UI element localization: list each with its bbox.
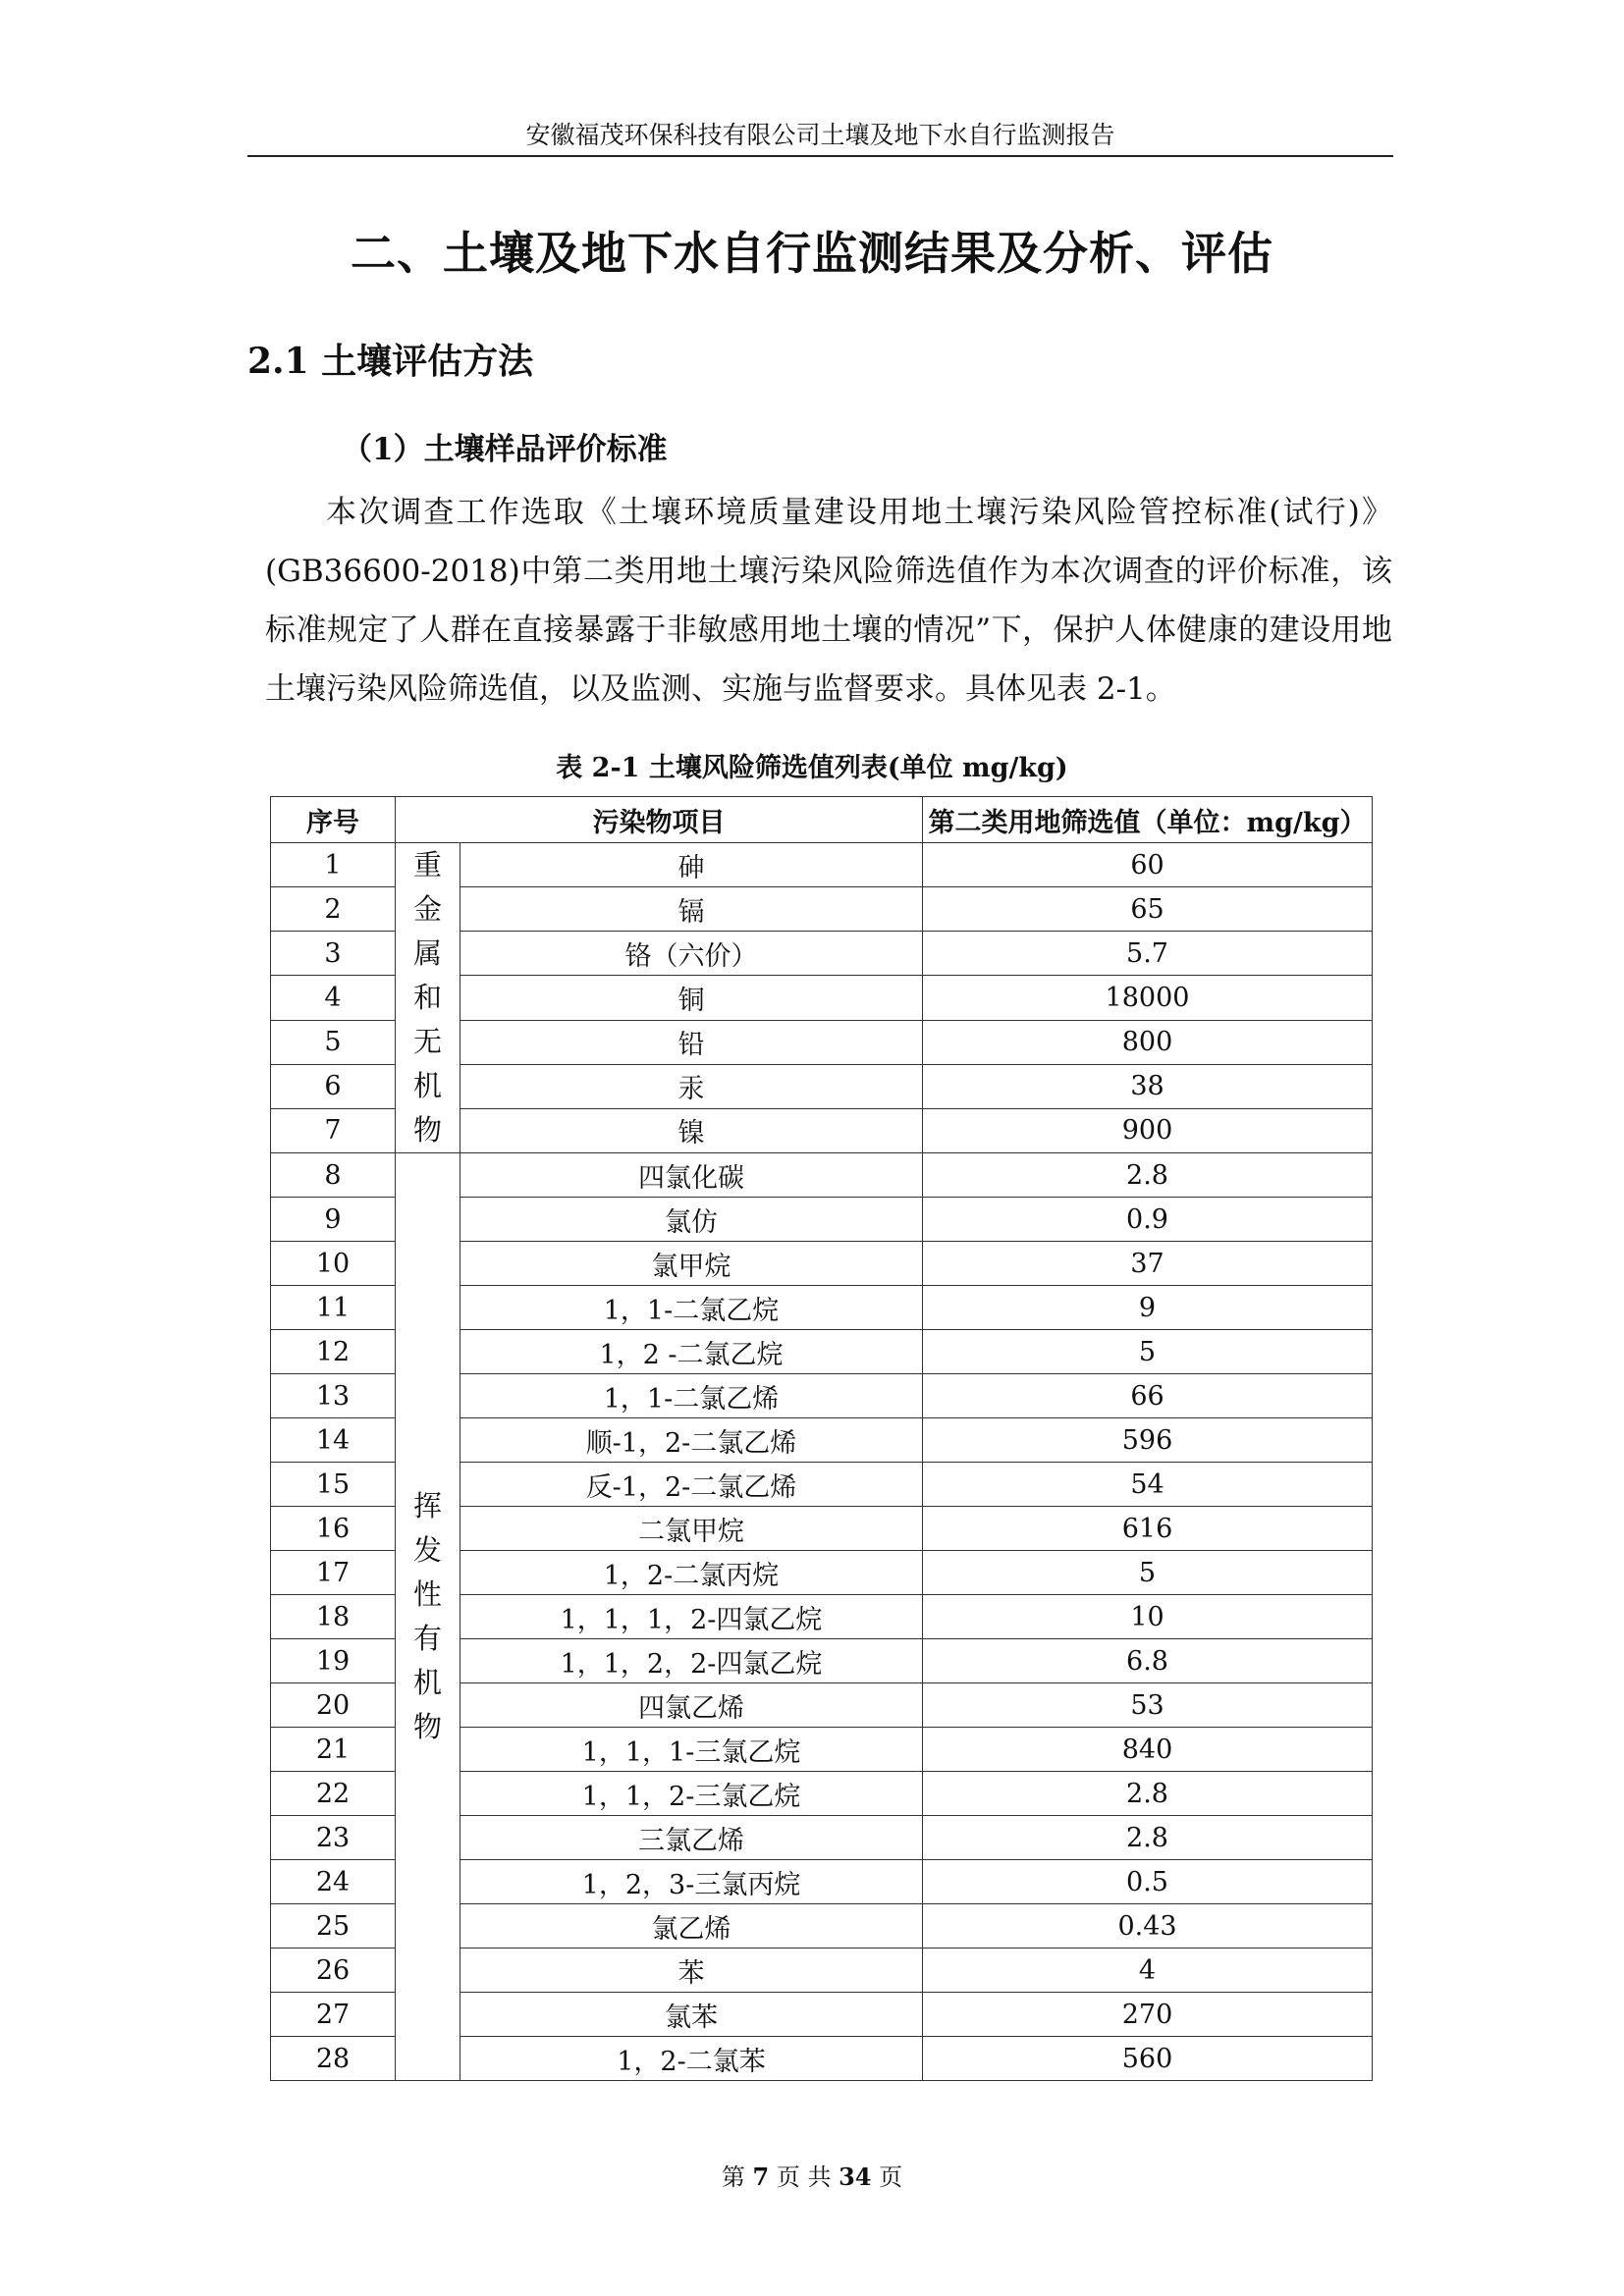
row-number: 27 [271,1993,396,2037]
screening-value: 2.8 [923,1153,1373,1198]
pollutant-name: 顺-1，2-二氯乙烯 [460,1418,923,1463]
row-number: 10 [271,1242,396,1286]
pollutant-name: 镉 [460,887,923,932]
category-char: 属 [412,936,442,970]
pollutant-name: 氯甲烷 [460,1242,923,1286]
screening-value: 5 [923,1330,1373,1374]
row-number: 8 [271,1153,396,1198]
screening-value: 18000 [923,976,1373,1020]
pollutant-name: 1，2，3-三氯丙烷 [460,1860,923,1904]
section-title: 2.1 土壤评估方法 [247,341,534,382]
screening-value: 66 [923,1374,1373,1418]
row-number: 25 [271,1904,396,1949]
category-char: 性 [412,1577,442,1611]
row-number: 5 [271,1020,396,1064]
table-row [271,843,1373,887]
chapter-title: 二、土壤及地下水自行监测结果及分析、评估 [351,227,1273,280]
pollutant-name: 汞 [460,1064,923,1108]
pollutant-name: 氯乙烯 [460,1904,923,1949]
screening-value: 9 [923,1286,1373,1330]
row-number: 11 [271,1286,396,1330]
row-number: 7 [271,1108,396,1152]
table-body [271,843,1373,2081]
pollutant-name: 1，1，1，2-四氯乙烷 [460,1595,923,1639]
category-char: 发 [412,1533,442,1567]
row-number: 16 [271,1507,396,1551]
category-char: 无 [412,1025,442,1058]
screening-value: 560 [923,2037,1373,2081]
pollutant-name: 苯 [460,1949,923,1993]
pollutant-name: 砷 [460,843,923,887]
pollutant-name: 四氯乙烯 [460,1683,923,1728]
page-number: 7 [752,2163,770,2191]
category-cell [396,1153,460,2081]
category-char: 和 [412,981,442,1014]
pollutant-name: 反-1，2-二氯乙烯 [460,1463,923,1507]
table-header-row [271,797,1373,843]
row-number: 14 [271,1418,396,1463]
screening-value: 2.8 [923,1816,1373,1860]
pollutant-name: 铜 [460,976,923,1020]
category-char: 有 [412,1622,442,1655]
screening-value: 37 [923,1242,1373,1286]
screening-value: 10 [923,1595,1373,1639]
row-number: 12 [271,1330,396,1374]
row-number: 21 [271,1728,396,1772]
category-char: 挥 [412,1489,442,1522]
footer-middle: 页 共 [776,2163,832,2191]
subsection-title: （1）土壤样品评价标准 [342,432,668,467]
screening-value: 5.7 [923,932,1373,976]
screening-value: 60 [923,843,1373,887]
row-number: 4 [271,976,396,1020]
pollutant-name: 1，1，2-三氯乙烷 [460,1772,923,1816]
row-number: 2 [271,887,396,932]
pollutant-name: 1，1，1-三氯乙烷 [460,1728,923,1772]
screening-value: 5 [923,1551,1373,1595]
footer-suffix: 页 [879,2163,903,2191]
row-number: 9 [271,1198,396,1242]
header-value: 第二类用地筛选值（单位：mg/kg） [923,797,1373,843]
row-number: 28 [271,2037,396,2081]
screening-value: 0.9 [923,1198,1373,1242]
row-number: 6 [271,1064,396,1108]
category-char: 重 [412,848,442,881]
pollutant-name: 铅 [460,1020,923,1064]
screening-value: 65 [923,887,1373,932]
screening-value: 0.43 [923,1904,1373,1949]
category-char: 机 [412,1666,442,1699]
category-cell [396,843,460,1153]
table-row [271,1153,1373,1198]
header-item: 污染物项目 [396,797,923,843]
pollutant-name: 1，1，2，2-四氯乙烷 [460,1639,923,1683]
pollutant-name: 1，1-二氯乙烯 [460,1374,923,1418]
body-paragraph [265,483,1392,719]
screening-value: 0.5 [923,1860,1373,1904]
screening-value: 900 [923,1108,1373,1152]
row-number: 15 [271,1463,396,1507]
screening-value: 53 [923,1683,1373,1728]
row-number: 18 [271,1595,396,1639]
pollutant-name: 1，2 -二氯乙烷 [460,1330,923,1374]
pollutant-name: 1，2-二氯丙烷 [460,1551,923,1595]
category-char: 物 [412,1710,442,1743]
screening-values-table [270,796,1373,2081]
table-caption: 表 2-1 土壤风险筛选值列表(单位 mg/kg) [556,753,1068,783]
pollutant-name: 四氯化碳 [460,1153,923,1198]
category-char: 金 [412,892,442,926]
screening-value: 840 [923,1728,1373,1772]
pollutant-name: 二氯甲烷 [460,1507,923,1551]
row-number: 13 [271,1374,396,1418]
pollutant-name: 1，2-二氯苯 [460,2037,923,2081]
row-number: 23 [271,1816,396,1860]
screening-value: 270 [923,1993,1373,2037]
category-char: 物 [412,1113,442,1147]
footer-prefix: 第 [721,2163,745,2191]
pollutant-name: 1，1-二氯乙烷 [460,1286,923,1330]
total-pages: 34 [839,2163,872,2191]
category-char: 机 [412,1069,442,1102]
page-footer [0,2158,1624,2192]
row-number: 22 [271,1772,396,1816]
row-number: 26 [271,1949,396,1993]
pollutant-name: 氯仿 [460,1198,923,1242]
screening-value: 2.8 [923,1772,1373,1816]
row-number: 24 [271,1860,396,1904]
row-number: 17 [271,1551,396,1595]
screening-value: 38 [923,1064,1373,1108]
row-number: 20 [271,1683,396,1728]
row-number: 1 [271,843,396,887]
header-no: 序号 [271,797,396,843]
screening-value: 616 [923,1507,1373,1551]
screening-value: 4 [923,1949,1373,1993]
pollutant-name: 镍 [460,1108,923,1152]
screening-value: 54 [923,1463,1373,1507]
paragraph-text: 本次调查工作选取《土壤环境质量建设用地土壤污染风险管控标准(试行)》(GB36600-2018)中第二类用地土壤污染风险筛选值作为本次调查的评价标准，该标准规定了人群在直接暴露于非敏感用地土壤的情况”下，保护人体健康的建设用地土壤污染风险筛选值，以及监测、实施与监督要求。具体见表 2-1。 [265,495,1392,707]
running-header: 安徽福茂环保科技有限公司土壤及地下水自行监测报告 [247,116,1393,157]
screening-value: 800 [923,1020,1373,1064]
screening-value: 596 [923,1418,1373,1463]
screening-value: 6.8 [923,1639,1373,1683]
pollutant-name: 铬（六价） [460,932,923,976]
pollutant-name: 氯苯 [460,1993,923,2037]
row-number: 3 [271,932,396,976]
row-number: 19 [271,1639,396,1683]
pollutant-name: 三氯乙烯 [460,1816,923,1860]
